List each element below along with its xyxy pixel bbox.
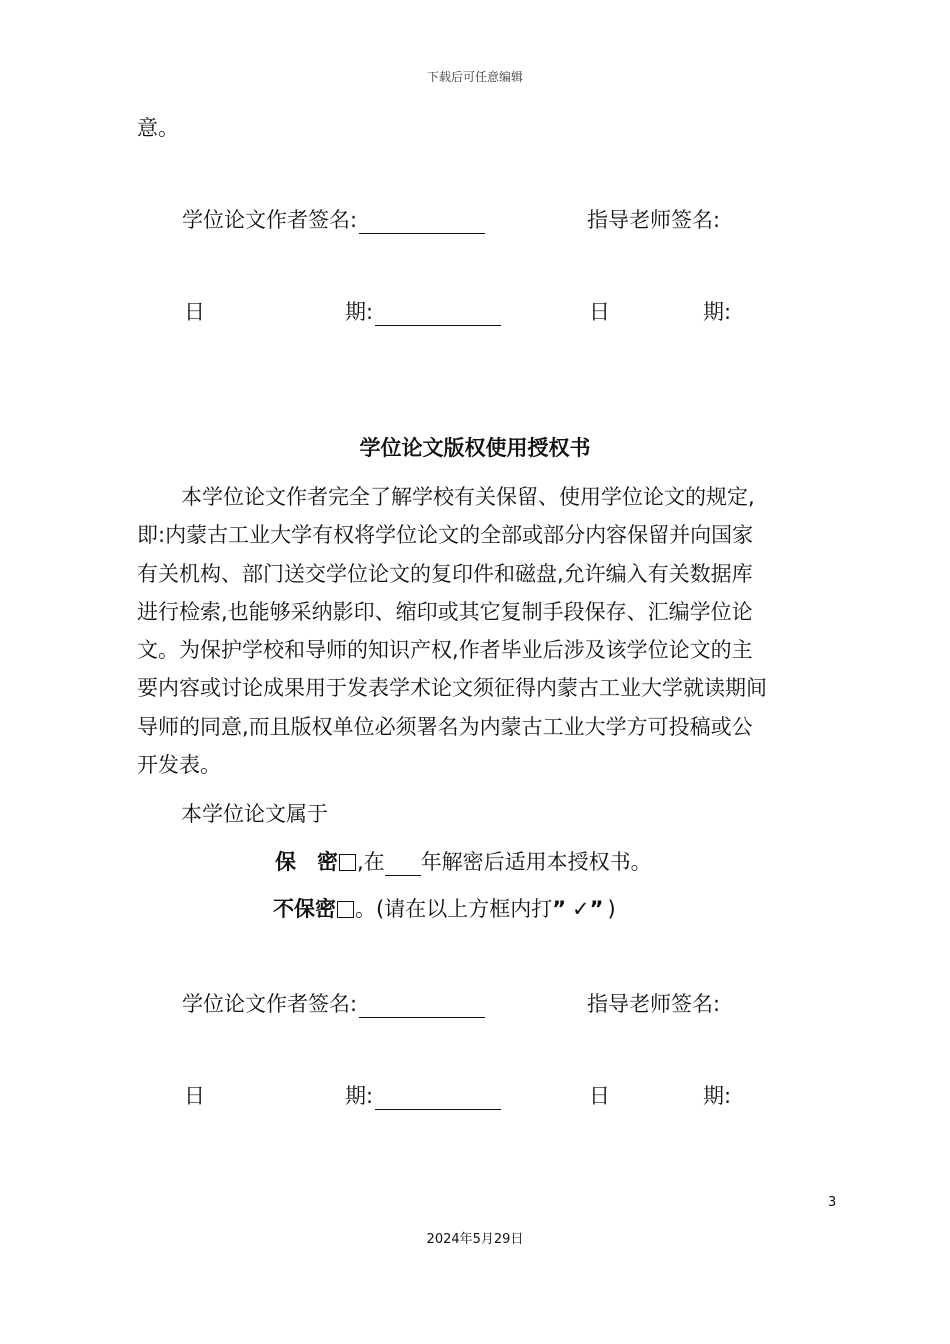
document-title: 学位论文版权使用授权书 <box>359 436 591 460</box>
secret-label-b: 密 <box>317 850 338 874</box>
nonsecret-label: 不保密 <box>273 897 336 921</box>
secret-label-a: 保 <box>275 850 296 874</box>
advisor-signature-label-2: 指导老师签名: <box>587 992 721 1016</box>
author-date-line-2[interactable] <box>375 1089 501 1110</box>
paragraph-line: 导师的同意,而且版权单位必须署名为内蒙古工业大学方可投稿或公 <box>137 714 753 739</box>
author-signature-line-2[interactable] <box>359 997 485 1018</box>
date-label-left-b: 期: <box>345 300 374 324</box>
nonsecret-checkbox[interactable] <box>337 901 354 918</box>
date-label-left-a: 日 <box>184 300 205 324</box>
nonsecret-option-row <box>273 893 616 923</box>
checkmark-icon: ✓ <box>572 897 590 921</box>
date-label-left-a-2: 日 <box>184 1084 205 1108</box>
author-signature-row-2 <box>182 988 485 1018</box>
page-number: 3 <box>828 1195 837 1210</box>
date-label-right-a-2: 日 <box>589 1084 610 1108</box>
paragraph-line: 有关机构、部门送交学位论文的复印件和磁盘,允许编入有关数据库 <box>137 561 753 586</box>
advisor-signature-label: 指导老师签名: <box>587 208 721 232</box>
secret-option-row <box>275 846 652 876</box>
author-signature-row <box>182 204 485 234</box>
date-row-left-2 <box>345 1080 501 1110</box>
paragraph-line: 开发表。 <box>137 753 221 778</box>
quote-open: ” <box>552 897 567 921</box>
date-label-right-b: 期: <box>703 300 732 324</box>
page-header: 下载后可任意编辑 <box>426 70 523 84</box>
secret-checkbox[interactable] <box>339 854 356 871</box>
quote-close: ” <box>589 897 604 921</box>
authorization-paragraph <box>137 478 843 784</box>
author-signature-label-2: 学位论文作者签名: <box>182 992 358 1016</box>
years-blank-line[interactable] <box>385 857 421 876</box>
paragraph-line: 本学位论文作者完全了解学校有关保留、使用学位论文的规定, <box>181 485 755 509</box>
date-label-left-b-2: 期: <box>345 1084 374 1108</box>
date-row-left <box>345 296 501 326</box>
date-label-right-a: 日 <box>589 300 610 324</box>
secret-text-b: 年解密后适用本授权书。 <box>420 850 652 874</box>
belongs-label: 本学位论文属于 <box>181 802 328 826</box>
author-signature-line[interactable] <box>359 213 485 234</box>
page-footer-date: 2024年5月29日 <box>426 1232 524 1247</box>
date-label-right-b-2: 期: <box>703 1084 732 1108</box>
paragraph-line: 进行检索,也能够采纳影印、缩印或其它复制手段保存、汇编学位论 <box>137 599 753 624</box>
paren-close: ) <box>607 897 616 921</box>
continued-text: 意。 <box>137 116 179 140</box>
secret-text-a: ,在 <box>357 850 385 874</box>
nonsecret-text: 。(请在以上方框内打 <box>355 897 553 921</box>
author-date-line[interactable] <box>375 305 501 326</box>
paragraph-line: 文。为保护学校和导师的知识产权,作者毕业后涉及该学位论文的主 <box>137 638 753 663</box>
paragraph-line: 要内容或讨论成果用于发表学术论文须征得内蒙古工业大学就读期间 <box>137 676 767 701</box>
author-signature-label: 学位论文作者签名: <box>182 208 358 232</box>
paragraph-line: 即:内蒙古工业大学有权将学位论文的全部或部分内容保留并向国家 <box>137 523 754 548</box>
